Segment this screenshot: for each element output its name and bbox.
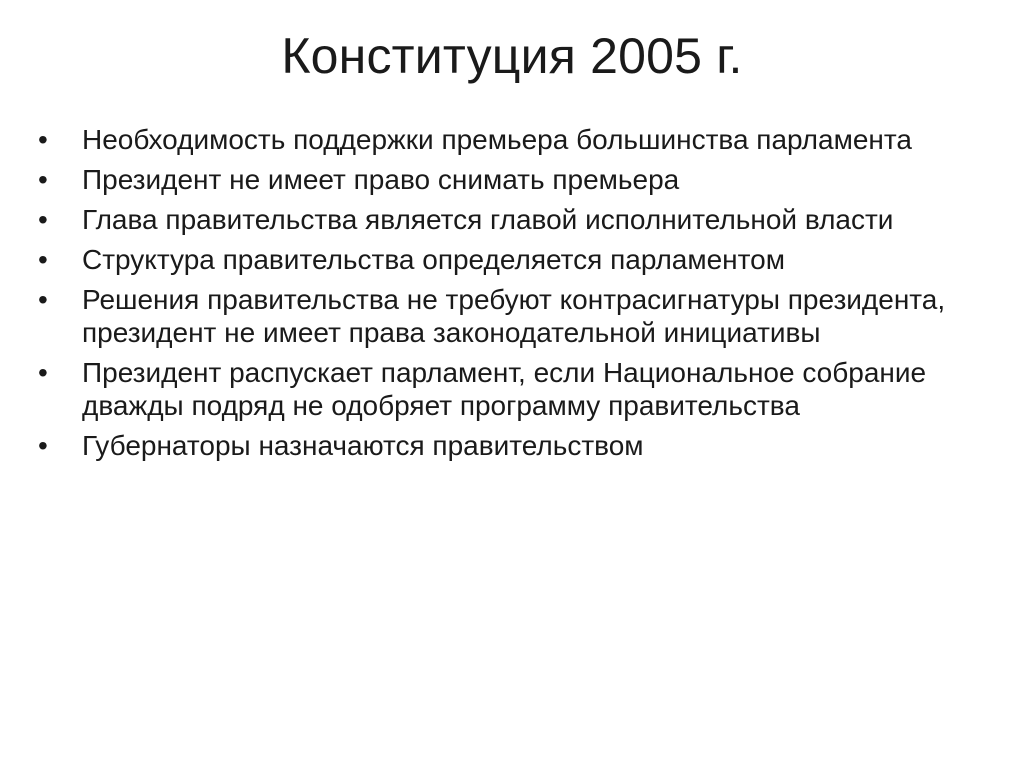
- list-item: [38, 283, 978, 349]
- bullet-icon: •: [38, 164, 48, 195]
- bullet-icon: •: [38, 284, 48, 315]
- list-item: [38, 243, 978, 276]
- list-item: [38, 163, 978, 196]
- bullet-icon: •: [38, 430, 48, 461]
- bullet-text: Необходимость поддержки премьера большинства парламента: [82, 124, 912, 155]
- list-item: [38, 123, 978, 156]
- list-item: [38, 429, 978, 462]
- slide-title: Конституция 2005 г.: [281, 28, 743, 84]
- bullet-icon: •: [38, 244, 48, 275]
- bullet-icon: •: [38, 124, 48, 155]
- list-item: [38, 203, 978, 236]
- bullet-list: [38, 123, 978, 469]
- bullet-icon: •: [38, 204, 48, 235]
- bullet-text: Решения правительства не требуют контрасигнатуры президента, президент не имеет права законодательной инициативы: [82, 284, 946, 348]
- bullet-text: Губернаторы назначаются правительством: [82, 430, 644, 461]
- bullet-text: Президент распускает парламент, если Национальное собрание дважды подряд не одобряет программу правительства: [82, 357, 927, 421]
- bullet-text: Президент не имеет право снимать премьера: [82, 164, 680, 195]
- bullet-text: Структура правительства определяется парламентом: [82, 244, 785, 275]
- list-item: [38, 356, 978, 422]
- bullet-text: Глава правительства является главой исполнительной власти: [82, 204, 894, 235]
- bullet-icon: •: [38, 357, 48, 388]
